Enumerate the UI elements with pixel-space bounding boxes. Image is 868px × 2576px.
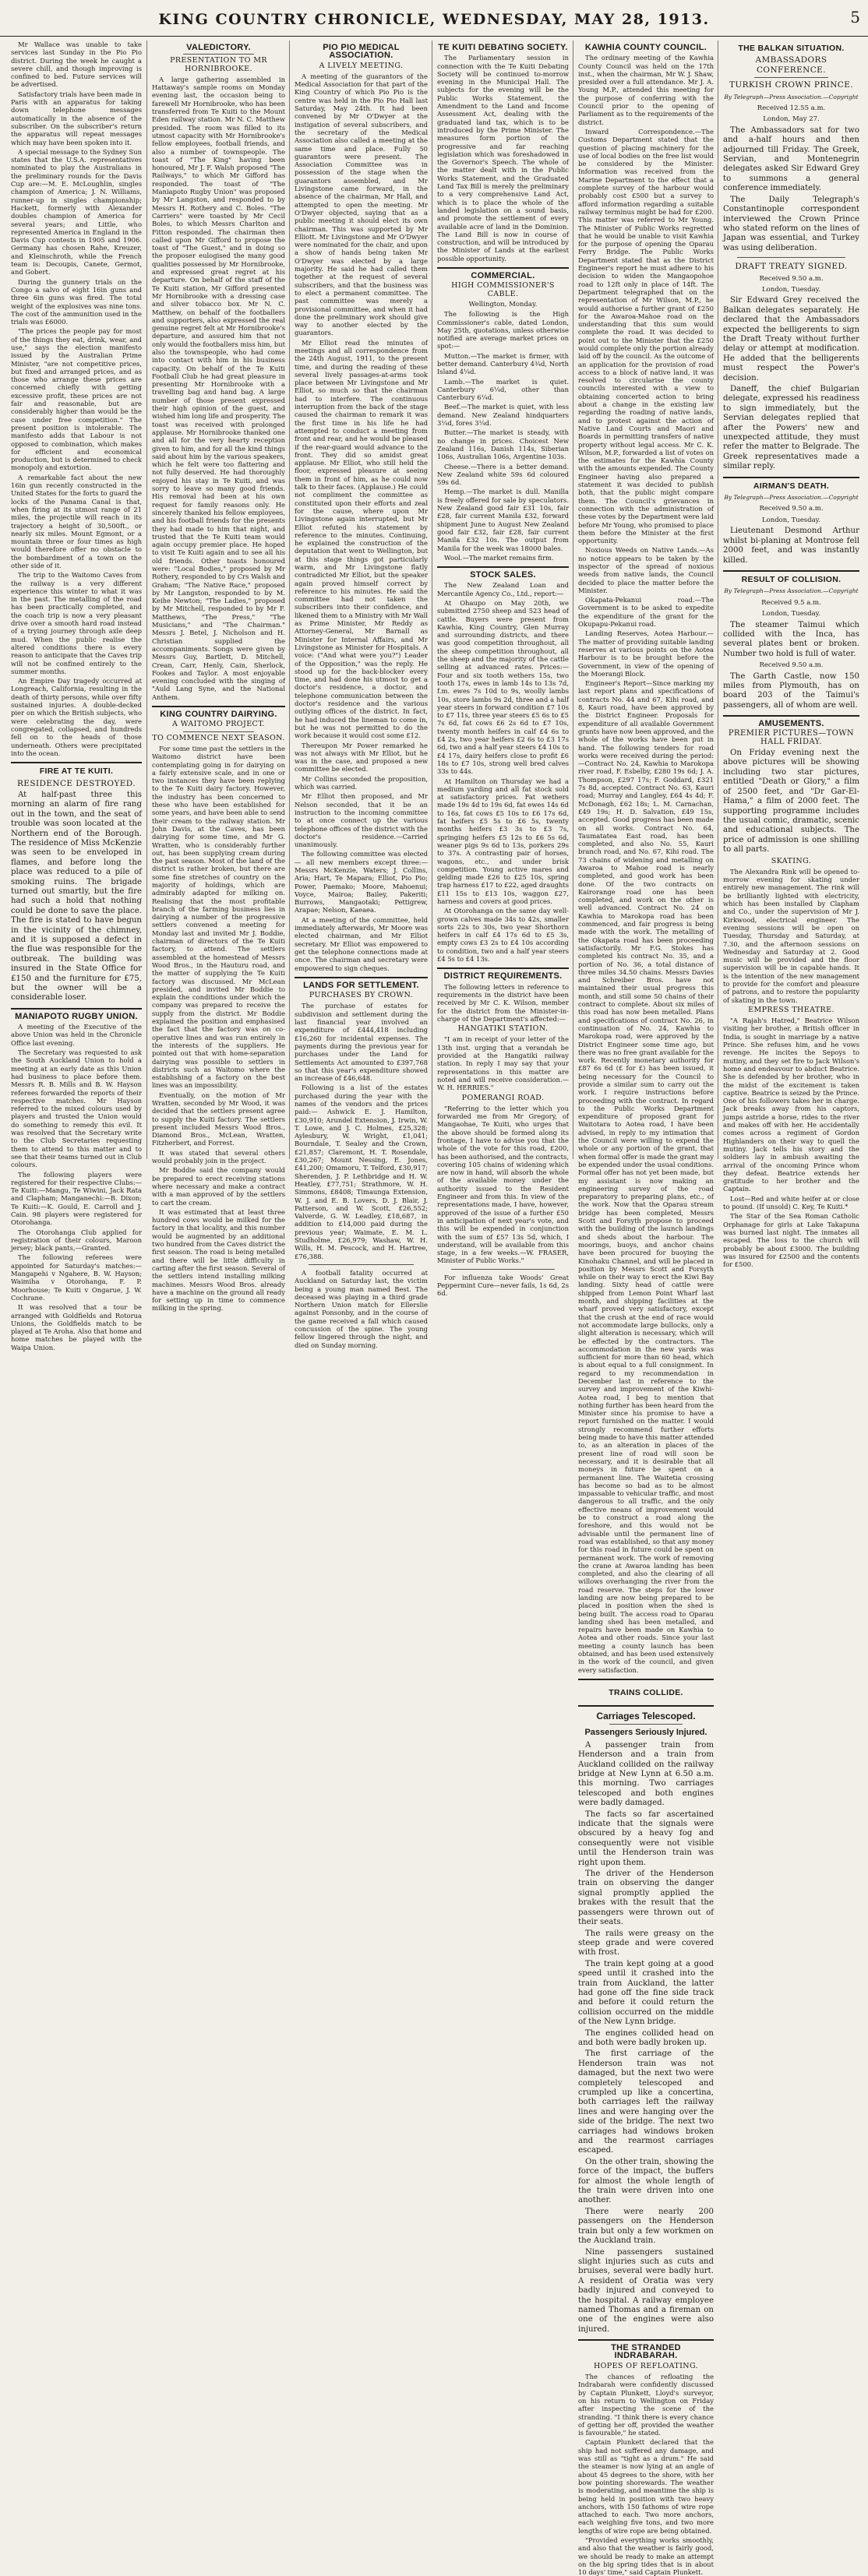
divider (723, 477, 859, 478)
divider (152, 706, 285, 707)
rule (183, 731, 254, 732)
paragraph: The Ambassadors sat for two and a-half hours and then adjourned till Friday. The Greek, Servian, and Montenegrin delegates asked Sir Edward Grey to summons a general conference immediately. (723, 125, 859, 193)
article-collision (723, 575, 859, 710)
paragraph: On Friday evening next the above pictures will be showing including two star pictures, entitled "Death or Glory," a film of 2500 feet, and "Dr Gar-El-Hama," a film of 2000 feet. The supporting programme includes the usual comic, dramatic, scenic and educational subjects. The price of admission is one shilling to all parts. (723, 749, 859, 855)
headline: COMMERCIAL. (471, 271, 535, 281)
divider (11, 762, 142, 763)
headline: TRAINS COLLIDE. (578, 1679, 714, 1707)
paragraph: The Parliamentary session in connection with the Te Kuiti Debating Society will be continued to-morrow evening in the Municipal Hall. The subjects for the evening will be the Public Works Statement, the Amendment to the Land and Income Assessment Act, dealing with the graduated land tax, which is to be introduced by the Prime Minister. The measures form portion of the progressive and far reaching legislation which was foreshadowed in the Governor's Speech. The whole of the matter dealt with in the Public Works Statement, and the Graduated Land Tax Bill is merely the preliminary to a very comprehensive Land Act, which is to place the whole of the landed legislation on a sound basis, and promote the settlement of every available acre of land in the Dominion. The Land Bill is now in course of construction, and will be introduced by the Minister of Lands at the earliest possible opportunity. (437, 54, 569, 263)
dateline: London, May 27. (763, 115, 820, 124)
paragraph: Landing Reserves, Aotea Harbour.—The matter of providing suitable landing reserves at various points on the Aotea Harbour is to be brought before the Government, in view of the opening of the Moerangi Block. (578, 629, 714, 678)
subheadline: PRESENTATION TO MR HORNIBROOKE. (170, 56, 267, 73)
paragraph: Lost—Red and white heifer at or close to pound. (If unsold) C. Key, Te Kuiti.* (723, 1194, 859, 1211)
subheadline: TO COMMENCE NEXT SEASON. (152, 733, 285, 742)
subheadline: PURCHASES BY CROWN. (309, 991, 414, 1000)
paragraph: The Daily Telegraph's Constantinople correspondent interviewed the Crown Prince who stated reform on the lines of Japan was essential, and Turkey was using deliberation. (723, 195, 859, 252)
divider (437, 267, 569, 269)
headline: THE BALKAN SITUATION. (738, 44, 845, 53)
subheadline: HIGH COMMISSIONER'S CABLE. (451, 281, 555, 298)
rule (451, 1269, 555, 1270)
received-time: Received 9.50 a.m. (759, 661, 824, 670)
paragraph: A special message to the Sydney Sun states that the U.S.A. representatives nominated to play the Australians in the preliminary rounds for the Davis Cup are:—M. E. McLoughlin, singles champion of America; J. N. Williams, runner-up in singles championship; Hackett, formerly with Alexander doubles champion of America for several years; and Little, who represented America in England in the Davis Cup contests in 1905 and 1906. Germany has chosen Rahe, Kreuzer, and Kleinschroth, while the French team is: Decoupis, Canete, Germot, and Gobert. (11, 147, 142, 277)
paragraph: Following is a list of the estates purchased during the year with the names of the vendors and the prices paid:— Ashwick E. J. Hamilton, £30,910; Arundel Extension, J. Irwin, W. T. Lowe, and J. C. Holmes, £25,328; Aylesbury, W. Wright, £1,041; Bourndale, T. Sealey and the Crown, £21,857; Claremont, H. T. Rosendale, £30,267; Mount Nessing, E. Jones, £41,200; Omamoru, T. Telford, £30,917; Sherenden, J. P. Lethbridge and H. W. Heatley, £77,751; Strathmore, W. H. Simmons, £8408; Timaunga Extension, W. J. and E. B. Lovers, D. J. Blair, J. Patterson, and W. Scott, £26,552; Valverde, G. W. Leadley, £18,687, in addition to £14,000 paid during the previous year; Waimate, E. M. L. Studholme, £26,979; Washaw, W. H. Wills, H. M. Pescock, and H. Hartree, £76,388. (295, 1084, 428, 1260)
paragraph: Engineer's Report—Since marking my last report plans and specifications of contracts No. 44 and 67, Kihi road, and 8, Kauri road, have been approved by the District Engineer. Proposals for expenditure of all available Government grants have now been approved, and the whole of the works have been put in hand. The following tenders for road works were received during the period:—Contract No. 24, Kawhia to Marokopa river road, F. Esbelby, £280 19s 6d; J. A. Thompson, £297 17s; F. Goddard, £321 7s 8d, accepted. Contract No. 63, Kauri road; Murray and Langley, £64 4s 4d; F. McDonagh, £62 18s; L. M. Carnachan, £49 19s; H. D. Salvation, £49 15s, accepted. Good progress has been made on all works. Contract No. 64, Taumatatea East road, has been completed, and also No. 55, Kauri branch road, and No. 67, Kihi road. The 73 chains of widening and metalling on Awaroa to Mahoe road is nearly completed, and good work has been done. Of the two contracts on Kairorange road one has been completed, and work on the other is well advanced. Contract No. 24 on Kawhia to Marokopa road has been commenced, and fair progress is being made with the work. The metalling of the Okapata road has been proceeding satisfactorily. Mr F.G. Stokes has completed his contract No. 35, and a portion of No. 36, a total distance of three miles 34.50 chains. Messrs Davies and Schreiber Bros. have not maintained their usual progress this month, and still some 50 chains of their contract to complete. About six miles of this road has now been metalled. Plans and specifications of contract No. 26, in continuation of No. 24, Kawhia to Marokopa road, were approved by the District Engineer some time ago, but there was no free grant available for the work. Recently monetary authority for £87 6s 6d (£ for £) has been issued, it being necessary for the Council to provide a similar sum to carry out the work. I require instructions before proceeding with the contract. In regard to the Public Works Department expenditure of proposed grant for Waitotara to Aotea road, I have been advised, in reply to my intimation that the Council were willing to expend the whole or any portion of the grant, that when formal offer is made the grant may be expended under the usual conditions. Formal offer has not yet been made, but my assistant is now making an engineering survey of the road preparatory to preparing plans, etc., of the work. Now that the Oparau stream bridge has been completed, Messrs Scott and Forsyth propose to proceed with the building of the launch landings and sheds about the harbour. The moorings, buoys, and anchor chains have been procured for buoying the Kinohaku Channel, and will be placed in position by Messrs Scott and Forsyth while on their way to erect the Kiwi Bay landing. Sixty head of cattle were shipped from Lemon Point Wharf last month, and shipping facilities at the wharf proved very satisfactory, except that the crush at the end of race would not accommodate large bullocks, only a slight alteration is necessary, which will be effected by the contractors. The accommodation in the new yards was sufficient for more than 60 head, which is about equal to a full consignment. In regard to my recommendation in December last in reference to the survey and improvement of the Kiwhi-Aotea road, I beg to mention that nothing further has been heard from the Minister since his promise to have a report furnished on the matter. I would strongly recommend further efforts being made to have this matter attended to, as an alteration in places of the present line of road will soon be necessary, and it is desirable that all moneys in future be spent on a permanent line. The Waitetia crossing has become so bad as to be almost impassable to vehicular traffic, and most dangerous to all traffic, and the only effective means of improvement would be to construct a road along the foreshore, and this would not be advisable until the permanent line of road was established, so that any money for this road in future could be spent on permanent work. The work of removing the crane at Awaroa landing has been completed, and also the clearing of all willows overhanging the river from the road reserve. The steps for the lower landing are now being prepared to be placed in position when the shed is being built. The access road to Oparau landing shed has been metalled, and repairs have been made on Kawhia to Aotea and other roads. Since your last meeting a county launch has been obtained, and has been used extensively in the work of the council, and given every satisfaction. (578, 679, 714, 1674)
columns (6, 41, 863, 2576)
subheadline: A LIVELY MEETING. (319, 61, 404, 70)
paragraph: Mr Elliot read the minutes of meetings and all correspondence from the 24th August, 1911, to the present time, and during the reading of these several lively passages-at-arms took place between Mr Livingstone and Mr Elliot, so much so that the chairman had to interfere. The continuous interruption from the back of the stage caused the chairman to remark it was the first time in his life he had attempted to conduct a meeting from front and rear, and he would be pleased if the rear-guard would advance to the front. They did so amidst great applause. Mr Elliot, who still held the floor, expressed pleasure at seeing them in front of him, as he could now talk to their faces. (Applause.) He could not compliment the committee as constituted upon their efforts and zeal for the cause, where upon Mr Livingstone again interrupted, but Mr Elliot refuted his statement by reference to the minutes. Continuing, he explained the construction of the deputation that went to Wellington, but at this stage things got particularly warm, and Mr Livingstone flatly contradicted Mr Elliot, but the speaker again proved himself correct by reference to his minutes. He said the committee had not taken the subscribers into their confidence, and likened them to a Ministry with Mr Wall as Prime Minister, Mr Reddy as Attorney-General, Mr Barnall as Minister for Internal Affairs, and Mr Livingstone as Minister for Hospitals. A voice: ("And what were you?") Leader of the Opposition," was the reply. He stood up for the back-blocker every time, and had done his utmost to get a doctor's residence, a doctor, and telephone communication between the doctor's residence and the various outlying offices of the district. In fact, he had induced the lineman to come in, but he was not permitted to do the work because it would cost some £12. (295, 338, 428, 740)
paragraph: Inward Correspondence.—The Customs Department stated that the question of placing machinery for the use of local bodies on the free list would be considered by the Minister. Information was received from the Marine Department to the effect that a complete survey of the harbour would probably cost £500 but a survey to afford information regarding a suitable railway terminus might be had for £200. This matter was referred to Mr Young. The Minister of Public Works regretted that he would be unable to visit Kawhia for the purpose of opening the Oparau Ferry Bridge. The Public Works Department stated that as the District Engineer's report he must adhere to his decision to widen the Mangaopohoe road to 12ft only in place of 14ft. The Department telegraphed that on the representation of Mr Wilson, M.P., he would authorise a further grant of £250 for the Awaroa-Mahoe road on the understanding that this sum would complete the road. It was decided to point out to the Minister that the £250 would complete only the portion already laid off by the council. As the outcome of an application for the provision of road access to a block of native land, it was resolved to circularise the county councils interested with a view to obtaining concerted action to bring about a change in the existing law regarding the roading of native lands, and to protest against the action of Native Land Courts and Maori and Boards in permitting transfers of native property without legal access. Mr C. K. Wilson, M.P., forwarded a list of votes on the estimates for the Kawhia County with the amounts expended. The County Engineer having also prepared a statement it was decided to publish both, that the public might compare them. The Council's grievances in connection with the administration of these votes by the Department were laid before Mr Young, who promised to place them before the Minister at the first opportunity. (578, 127, 714, 545)
paragraph: During the gunnery trials on the Congo a salvo of eight 16in guns and three 6in guns was fired. The total weight of the explosives was nine tons. The cost of the ammunition used in the trials was £6000. (11, 277, 142, 326)
paragraph: The Star of the Sea Roman Catholic Orphanage for girls at Lake Takapuna was burned last night. The inmates all escaped. The loss to the church will probably be about £3000. The building was insured for £2500 and the contents for £500. (723, 1212, 859, 1269)
subheadline: HOPES OF REFLOATING. (593, 2361, 699, 2370)
received-time: Received 12.55 a.m. (757, 104, 826, 113)
article-rugby (11, 1013, 142, 1351)
paragraph: Okapata-Pekanui road.—The Government is to be asked to expedite the expenditure of the grant for the Okupapu-Pekanui road. (578, 596, 714, 629)
paragraph: Daneff, the chief Bulgarian delegate, expressed his readiness to sign immediately, but the Servian delegates replied that after the Powers' new and unexpected attitude, they must refer the matter to Belgrade. The Greek representatives made a similar reply. (723, 385, 859, 471)
paragraph: It was estimated that at least three hundred cows would be milked for the factory in that locality, and this number would be augmented by an additional two hundred from the Caves district the first season. The road is being metalled and there will be little difficulty in carting after the first season. Several of the settlers intend installing milking machines. Messrs Wood Bros. already have a machine on the ground all ready for setting up in time to commence milking in the spring. (152, 1207, 285, 1313)
article-stock-sales (437, 571, 569, 963)
dateline: London, Tuesday. (761, 516, 821, 524)
headline: RESULT OF COLLISION. (741, 574, 842, 584)
paragraph: At Hamilton on Thursday we had a medium yarding and all fat stock sold at satisfactory prices. Fat wethers made 19s 4d to 19s 6d, fat ewes 14s 6d to 16s, fat cows £5 10s to £6 17s 6d, fat heifers £5 5s to £6 5s, twenty months heifers £3 3s to £3 7s, springing heifers £5 12s to £6 5s 6d, weaner pigs 9s 6d to 13s, porkers 29s to 37s. A contrasting pair of horses, wagons, etc., and under brisk competition. Young active mares and gelding made £26 to £25 10s, spring trap harness £17 to £22, aged draughts £11 15s to £13 10s, waggon £27, harness and covers at good prices. (437, 777, 569, 905)
subheadline: Carriages Telescoped. (596, 1710, 696, 1721)
headline: MANIAPOTO RUGBY UNION. (15, 1011, 138, 1021)
subheadline: HANGATIKI STATION. (457, 1024, 549, 1034)
subheadline: TURKISH CROWN PRINCE. (729, 80, 854, 90)
paragraph: Beef.—The market is quiet, with less demand. New Zealand hindquarters 3¼d, fores 3¼d. (437, 403, 569, 428)
article-fire (11, 766, 142, 1003)
paragraph: Wool.—The market remains firm. (444, 553, 554, 562)
paragraph: The facts so far ascertained indicate that the signals were obscured by a heavy fog and consequently were not visible until the Henderson train was right upon them. (578, 1810, 714, 1867)
article-lands (295, 981, 428, 1260)
paragraph: A meeting of the guarantors of the Medical Association for that part of the King Country of which Pio Pio is the centre was held in the Pio Pio Hall last Saturday, May 24th. It had been convened by Mr O'Dwyer at the instigation of several subscribers, and the secretary of the Medical Association also called a meeting at the same time and place. Fully 50 guarantors were present. The Association Committee was in possession of the stage when the guarantors assembled, and Mr Livingstone came forward, in the absence of the chairman, Mr Hall, and attempted to open the meeting. Mr O'Dwyer objected, saying that as a public meeting it should elect its own chairman. This was supported by Mr Elliott. Mr Livingstone and Mr O'Dwyer were nominated for the chair, and upon a show of hands being taken Mr O'Dwyer was elected by a large majority. He said he had called them together at the request of several subscribers, and that the business was to elect a permanent committee. The past committee was merely a provisional committee, and when it had done the preliminary work should give way to another elected by the guarantors. (295, 72, 428, 337)
subheadline: AMBASSADORS CONFERENCE. (755, 55, 827, 75)
headline: FIRE AT TE KUITI. (39, 766, 114, 777)
paragraph: A large gathering assembled in Hattaway's sample rooms on Monday evening last, the occasion being to farewell Mr Hornibrooke, who has been transferred from Te Kuiti to the Mount Eden railway station. Mr N. C. Matthew presided. The room was filled to its utmost capacity with Mr Hornibrooke's fellow employees, football friends, and also a number of townspeople. The toast of "The King" having been honoured, Mr J. F. Walsh proposed "The Railways," to which Mr Gifford has responded. The toast of "The Maniapoto Rugby Union" was proposed by Mr Langston, and responded to by Messrs H. Rothery and C. Boles. "The Carriers" were toasted by Mr Cecil Boles, to which Messrs Charlton and Fitton responded. The chairman then called upon Mr Gifford to propose the toast of "The Guest," and in doing so the proposer eulogised the many good qualities possessed by Mr Hornibrooke, and expressed great regret at his departure. On behalf of the staff of the Te Kuiti station, Mr Gifford presented Mr Hornibrooke with a dressing case and silver tobacco box. Mr N. C. Matthew, on behalf of the footballers and supporters, also expressed the real genuine regret felt at Mr Hornibrooke's departure, and assured him that not only would the footballers miss him, but also the townspeople, who had come into contact with him in his business capacity. On behalf of the Te Kuiti Football Club he had great pleasure in presenting Mr Hornibrooke with a travelling bag and hand bag. A large number of those present expressed their high opinion of the guest, and wished him long life and prosperity. The toast was received with prolonged applause. Mr Hornibrooke thanked one and all for the very hearty reception given to him, and for all the kind things said about him by the various speakers, which he felt were too flattering and not fully deserved. He had thoroughly enjoyed his stay in Te Kuiti, and was sorry to leave so many good friends. His removal had been at his own request for family reasons only. He sincerely thanked his fellow employees, and his football friends for the presents they had made to him that night, and trusted that the Te Kuiti team would again occupy premier place. He hoped to visit Te Kuiti again and to see all his old friends. Other toasts honoured were: "Local Bodies," proposed by Mr Rothery, responded to by Crs Walsh and Graham; "The Native Race," proposed by Mr Langston, responded to by M. Keihe Newton; "The Ladies," proposed by Mr Mitchell, responded to by Mr F. Matthews, "The Press," "The Musicians," and "The Chairman." Messrs J. Betel, J. Nicholson and H. Christian supplied the accompaniments. Songs were given by Messrs Guy, Bartlett, D. Mitchell, Crean, Carr, Henly, Cain, Sherlock, Fookes and Taylor. A most enjoyable evening concluded with the singing of "Auld Lang Syne, and the National Anthem. (152, 75, 285, 701)
article-airman (723, 481, 859, 566)
page-number: 5 (850, 8, 860, 26)
paragraph: Butter.—The market is steady, with no change in prices. Choicest New Zealand 116s, Danish 114s, Siberian 106s, Australian 106s, Argentine 103s. (437, 428, 569, 461)
headline: AMUSEMENTS. (758, 719, 824, 729)
paragraph: The Otorohanga Club applied for registration of their colours, Maroon jersey; black pants,—Granted. (11, 1228, 142, 1253)
headline: VALEDICTORY. (186, 43, 251, 52)
paragraph: The trip to the Waitomo Caves from the railway is a very different experience this winter to what it was in the past. The metalling of the road has been practically completed, and the coach trip is now a very pleasant drive over a smooth hard road instead of a trying journey through axle deep mud. When the public realise the altered conditions there is every reason to anticipate that the Caves trip will not be confined entirely to the summer months. (11, 571, 142, 675)
subheadline: DRAFT TREATY SIGNED. (735, 262, 848, 272)
dateline: Wellington, Monday. (468, 300, 538, 308)
divider (578, 2339, 714, 2341)
byline: By Telegraph—Press Association.—Copyright (724, 587, 859, 595)
paragraph: At Otorohanga on the same day well-grown calves made 34s to 42s, smaller sorts 22s to 30s, two year Shorthorn heifers in calf £4 17s 6d to £5 3s, empty cows £3 2s to £4 10s according to condition, two and a half year steers £4 5s to £4 13s. (437, 907, 569, 964)
paragraph: Mr Wallace was unable to take services last Sunday in the Pio Pio district. During the week he caught a severe chill, and though improving is confined to bed. Future services will be advertised. (11, 41, 142, 89)
rule (309, 1264, 414, 1265)
paragraph: A meeting of the Executive of the above Union was held in the Chronicle Office last evening. (11, 1023, 142, 1047)
article-trains (578, 1679, 714, 2335)
headline: STOCK SALES. (470, 570, 536, 580)
paragraph: Satisfactory trials have been made in Paris with an apparatus for taking down telephone messages automatically in the absence of the subscriber. On the subscriber's return the apparatus will repeat messages which may have been spoken into it. (11, 90, 142, 146)
article-dairying (152, 710, 285, 1313)
paragraph: The chances of refloating the Indrabarah were confidently discussed by Captain Plunkett, Lloyd's surveyor, on his return to Wellington on Friday after inspecting the scene of the stranding. "I think there is every chance of getting her off, provided the weather is favourable," he stated. (578, 2373, 714, 2437)
subheadline: EMPRESS THEATRE. (748, 1005, 834, 1014)
article-amusements (723, 720, 859, 1268)
paragraph: "Provided everything works smoothly, and also that the weather is fairly good, we should be ready to make an attempt on the big spring tides that is in about 10 days' time," said Captain Plunkett. (578, 2535, 714, 2576)
article-debating (437, 44, 569, 263)
divider (437, 566, 569, 568)
paragraph: Mr Elliot then proposed, and Mr Nelson seconded, that it be an instruction to the incoming committee to at once connect up the various telephone offices of the district with the doctor's residence.—Carried unanimously. (295, 792, 428, 849)
article-balkan (723, 44, 859, 472)
headline: DISTRICT REQUIREMENTS. (443, 971, 563, 981)
paragraph: Nine passengers sustained slight injuries such as cuts and bruises, several were badly hurt. A resident of Oratia was very badly injured and conveyed to the hospital. A railway employee named Thomas and a fireman on one of the engines were also injured. (578, 2247, 714, 2334)
rule (754, 77, 828, 78)
column-1 (6, 41, 146, 1351)
paragraph: The purchase of estates for subdivision and settlement during the last financial year involved an expenditure of £444,418 including £16,260 for incidental expenses. The payments during the previous year for purchases under the Land for Settlements Act amounted to £397,768 so that this year's expenditure showed an increase of £46,648. (295, 1002, 428, 1083)
divider (295, 977, 428, 978)
paragraph: "A Rajah's Hatred," Beatrice Wilson visiting her brother, a British officer in India, is sought in marriage by a native Prince. She refuses him, and he vows revenge. He incites the Sepoys to mutiny, and they set fire to Jack Wilson's home and endeavour to abduct Beatrice. She is defended by her brother, who in the midst of the excitement is taken captive. Beatrice is seized by the Prince. One of his followers takes her in charge. Jack breaks away from his captors, jumps astride a horse, rides to the river and makes off with her. He accidentally comes across a regiment of Gordon Highlanders on their way to quell the mutiny. Jack tells his story and the soldiers lay in ambush awaiting the arrival of the oncoming Prince whom they defeat. Beatrice extends her gratitude to her brother and the Captain. (723, 1017, 859, 1193)
paragraph: Captain Plunkett declared that the ship had not suffered any damage, and was still as "tight as a drum." He said the steamer is now lying at an angle of about 45 degrees to the shore, with her bow pointing shorewards. The weather is moderating, and meantime the ship is being held in position with two heavy anchors, with 150 fathoms of wire rope attached to each. Two more anchors, each weighing five tons, and two more lengths of wire rope are being obtained. (578, 2438, 714, 2535)
paragraph: The Alexandra Rink will be opened to-morrow evening for skating under entirely new management. The rink will be brilliantly lighted with electricity, which has been installed by Clapham and Co., under the supervision of Mr J. Kirkwood, electrical engineer. The evening sessions will be open on Tuesday, Thursday and Saturday, at 7.30, and the afternoon sessions on Wednesday and Saturday at 2. Good music will be provided and the floor supervision will be in capable hands. It is the intention of the new management to provide for the comfort and pleasure of patrons, and to restore the popularity of skating in the town. (723, 867, 859, 1004)
paragraph: The following committee was elected — all new members except three:—Messrs McKenzie, Waters; J. Collins, Aria; Hart, Te Mapara; Elliot, Pio Pio; Power, Paemako; Moore, Mahoenui; Voyce, Mairoa; Bailey, Pakeriti; Burrows, Mangaotaki; Pettigrew, Arapae; Nelson, Kaeaea. (295, 850, 428, 914)
paragraph: Lieutenant Desmond Arthur whilst bi-planing at Montrose fell 2000 feet, and was instantly killed. (723, 527, 859, 565)
paragraph: At a meeting of the committee, held immediately afterwards, Mr Moore was elected chairman, and Mr Elliot secretary. Mr Elliot was empowered to get the telephone connections made at once. The chairman and secretary were empowered to sign cheques. (295, 915, 428, 972)
subheadline: Passengers Seriously Injured. (584, 1728, 707, 1738)
article-district (437, 972, 569, 1264)
paragraph: The engines collided head on and both were badly broken up. (578, 2028, 714, 2047)
column-2 (146, 41, 290, 1313)
article-valedictory (152, 44, 285, 701)
paragraph: Noxious Weeds on Native Lands.—As no notice appears to be taken by the inspector of the spread of noxious weeds from native lands, the Council decided to place the matter before the Minister. (578, 546, 714, 594)
dateline: London, Tuesday. (761, 285, 821, 294)
received-time: Received 9.50 a.m. (759, 274, 824, 283)
column-5 (573, 41, 718, 2576)
paragraph: The rails were greasy on the steep grade and were covered with frost. (578, 1929, 714, 1958)
headline: KAWHIA COUNTY COUNCIL. (584, 43, 707, 52)
paragraph: A football fatality occurred at Auckland on Saturday last, the victim being a young man named Best. The deceased was playing in a third grade Northern Union match for Ellerslie against Ponsonby, and in the course of the game received a fall which caused concussion of the spine. The young fellow lingered through the night, and died on Sunday morning. (295, 1268, 428, 1349)
paragraph: Thereupon Mr Power remarked he was not always with Mr Elliot, but he was in the case, and proposed a new committee be elected. (295, 741, 428, 774)
paragraph: The ordinary meeting of the Kawhia County Council was held on the 17th inst., when the chairman, Mr W. J. Shaw, presided over a full attendance. Mr J. A. Young M.P., attended this meeting for the purpose of conferring with the Council prior to the opening of Parliament as to the requirements of the district. (578, 54, 714, 126)
paragraph: "Referring to the letter which you forwarded me from Mr Gregory, of Mangaohae, Te Kuiti, who urges that the above should be formed along its frontage, I have to advise you that the whole of the vote for this road, £200, has been authorised, and the contracts, covering 105 chains of widening which are now in hand, will absorb the whole of the available money under the authority issued to the Resident Engineer and from this. In view of the representations made, I have, however, approved of the issue of a further £50 in anticipation of next year's vote, and this will be expended in conjunction with the sum of £57 13s 5d, which, I understand, will be available from this stage, in a few weeks.—W. FRASER, Minister of Public Works." (437, 1104, 569, 1265)
paragraph: Lamb.—The market is quiet. Canterbury 6¼d, other than Canterbury 6¼d. (437, 377, 569, 402)
paragraph: Eventually, on the motion of Mr Wratten, seconded by Mr Wood, it was decided that the settlers present agree to supply the Kuiti factory. The settlers present included Messrs Wood Bros., Diamond Bros., McLean, Wratten, Fitzherbert, and Forrest. (152, 1091, 285, 1147)
paragraph: At half-past three this morning an alarm of fire rang out in the town, and the seat of trouble was soon located at the Northern end of the Borough. The residence of Miss McKenzie was seen to be enveloped in flames, and before long the place was reduced to a pile of smoking ruins. The brigade turned out smartly, but the fire had such a hold that nothing could be done to save the place. The fire is stated to have begun in the vicinity of the chimney, and it is supposed a defect in the flue was responsible for the outbreak. The building was insured in the State Office for £150 and the furniture for £75, but the owner will be a considerable loser. (11, 790, 142, 1003)
masthead (0, 0, 868, 37)
paragraph: Cheese.—There is a better demand. New Zealand white 59s 6d coloured 59s 6d. (437, 462, 569, 487)
column-3 (289, 41, 432, 1349)
headline: KING COUNTRY DAIRYING. (160, 710, 277, 720)
paragraph: A remarkable fact about the new 16in gun recently constructed in the United States for the forts to guard the locks of the Panama Canal is that, when firing at its utmost range of 21 miles, the projectile will reach in its trajectory a height of 30,500ft., or nearly six miles. Mount Egmont, or a mountain three or four times as high would therefore offer no obstacle to the bombardment of a town on the other side of it. (11, 473, 142, 569)
paragraph: Sir Edward Grey received the Balkan delegates separately. He declared that the Ambassadors expected the belligerents to sign the Draft Treaty without further delay or attempt at modification. He added that the belligerents must respect the Power's decision. (723, 296, 859, 382)
divider (437, 967, 569, 969)
headline: TE KUITI DEBATING SOCIETY. (438, 43, 568, 52)
article-piopio (295, 44, 428, 972)
paragraph: The first carriage of the Henderson train was not damaged, but the next two were completely telescoped and crumpled up like a concertina, both carriages left the railway lines and were hanging over the side of the bridge. The next two carriages had windows broken and the rearmost carriages escaped. (578, 2049, 714, 2155)
paragraph: There were nearly 200 passengers on the Henderson train but only a few workmen on the Auckland train. (578, 2207, 714, 2246)
subheadline: POMERANGI ROAD. (461, 1093, 545, 1102)
paragraph: The train kept going at a good speed until it crashed into the train from Auckland, the latter had gone off the fine side track and before it could return the collision occurred on the middle of the New Lynn bridge. (578, 1959, 714, 2027)
paragraph: "I am in receipt of your letter of the 13th inst. urging that a verandah be provided at the Hangatiki railway station. In reply I may say that your representations in this matter are noted and will receive consideration.—W. H. HERRIES." (437, 1035, 569, 1092)
column-4 (432, 41, 573, 1298)
paragraph: The steamer Taimui which collided with the Inca, has several plates bent or broken. Number two hold is full of water. (723, 620, 859, 658)
paragraph: At Ohaupo on May 20th, we submitted 2750 sheep and 523 head of cattle. Buyers were present from Kawhia, King Country, Glen Murray and surrounding districts, and there was good competition throughout, all the sheep competition throughout, all the sheep and the majority of the cattle selling at advanced rates. Prices:—Four and six tooth wethers 15s, two tooth 17s, ewes in lamb 14s to 13s 7d, f.m. ewes 7s 10d to 9s, woolly lambs 10s, store lambs 9s 2d, three and a half year steers in forward condition £7 10s to £7 11s, three year steers £5 6s to £5 7s 6d, fat cows £6 2s 6d to £7 10s, twenty month heifers in calf £4 6s to £4 2s, two year heifers £2 6s to £3 17s 6d, two and a half year steers £4 10s to £4 17s, dairy heifers close to profit £6 18s to £7 10s, strong well bred calves 33s to 44s. (437, 599, 569, 776)
paragraph: The following referees were appointed for Saturday's matches:—Mangapehi v Ngahere, B. W. Hayson; Waimiha v Otorohanga, F. P. Moorhouse; Te Kuiti v Ongarue, J. W. Cochrane. (11, 1253, 142, 1302)
dateline: London, Tuesday. (761, 610, 821, 618)
paragraph: It was resolved that a tour be arranged with Goldfields and Rotorua Unions, the Goldfields match to be played at Te Aroha. Also that home and home matches be played with the Waipa Union. (11, 1303, 142, 1351)
rule (609, 1724, 683, 1725)
paragraph: The driver of the Henderson train on observing the danger signal promptly applied the brakes with the result that the passengers were thrown out of their seats. (578, 1869, 714, 1927)
paragraph: The New Zealand Loan and Mercantile Agency Co., Ltd., report:— (437, 581, 569, 597)
received-time: Received 9.50 a.m. (759, 505, 824, 513)
headline: AIRMAN'S DEATH. (753, 481, 830, 491)
article-indrabarah (578, 2344, 714, 2576)
received-time: Received 9.5 a.m. (761, 598, 821, 607)
paragraph: "The prices the people pay for most of the things they eat, drink, wear, and use," says the election manifesto issued by the Australian Prime Minister, "are not competitive prices, but fixed and arranged prices, and as those who arrange these prices are concerned chiefly with getting excessive profit, these prices are not fair and reasonable, but are considerably higher than would be the case under free competition." The present position is intolerable. The manifesto adds that Labour is not opposed to combination, which makes for efficient and economical production, but is determined to check monopoly and extortion. (11, 327, 142, 472)
paragraph: Mr Collins seconded the proposition, which was carried. (295, 774, 428, 791)
paragraph: An Empire Day tragedy occurred at Longreach, California, resulting in the death of thirty persons, while over fifty sustained injuries. A double-decked pier on which the British subjects, who were celebrating the day, were congregated, collapsed, and hundreds fell on to the heads of those underneath. Others were precipitated into the ocean. (11, 677, 142, 757)
headline: LANDS FOR SETTLEMENT. (303, 980, 419, 990)
paragraph: The following is the High Commissioner's cable, dated London, May 25th, quotations, unless otherwise notified are average market prices on spot:— (437, 310, 569, 351)
subheadline: A WAITOMO PROJECT. (172, 720, 265, 729)
subheadline: RESIDENCE DESTROYED. (17, 778, 136, 788)
divider (11, 1008, 142, 1010)
paragraph: A passenger train from Henderson and a train from Auckland collided on the railway bridge at New Lynn at 6.50 a.m. this morning. Two carriages telescoped and both engines were badly damaged. (578, 1740, 714, 1808)
paragraph: The following players were registered for their respective Clubs:—Te Kuiti:—Mangu, Te Wiwini, Jack Rata and Clapham; Manganechi:—B. Dixon; Te Kuiti:—K. Gould, E. Carroll and J. Cain. 98 players were registered for Otorohanga. (11, 1170, 142, 1227)
paragraph: For some time past the settlers in the Waitomo district have been contemplating going in for dairying on a fairly extensive scale, and in one or two instances they have been replying to the Te Kuiti dairy factory. However, the industry has been concerned to these who have been established for some years, and have been able to send their cream to the railway station. Mr John Davis, at the Caves, has been dairying for some time, and Mr G. Wratten, who is considerably further out, has been supplying cream during the past season. Most of the land of the district is rather broken, but there are some fine stretches of country on the majority of holdings, which are admirably adapted for milking on. Realising that the most profitable branch of the farming business lies in dairying a number of the progressive settlers convened a meeting for Monday last and invited Mr J. Boddie, chairman of directors of the Te Kuiti factory, to attend. The settlers assembled at the homestead of Messrs Wood Bros., in the Hauturu road, and the matter of supplying the Te Kuiti factory was discussed. Mr McLean presided, and invited Mr Boddie to explain the conditions under which the company was prepared to receive the supply from the district. Mr Boddie explained the position and emphasised the fact that the factory was on co-operative lines and was run entirely in the interests of the suppliers. He pointed out that with home-separation dairying was possible to settlers in districts such as Waitomo where the establishing of a factory on the best lines was an impossibility. (152, 744, 285, 1090)
masthead-title: KING COUNTRY CHRONICLE, WEDNESDAY, MAY 28, 1913. (158, 11, 710, 28)
paragraph: On the other train, showing the force of the impact, the buffers for almost the whole length of the train were driven into one another. (578, 2157, 714, 2205)
paragraph: The following letters in reference to requirements in the district have been received by Mr C. K. Wilson, member for the district from the Minister-in-charge of the Department's affected:— (437, 982, 569, 1023)
rule (737, 257, 845, 258)
paragraph: For influenza take Woods' Great Peppermint Cure—never fails, 1s 6d, 2s 6d. (437, 1273, 569, 1298)
paragraph: Mr Boddie said the company would be prepared to erect receiving stations where necessary and make a contract with a man approved of by the settlers to cart the cream. (152, 1166, 285, 1207)
subheadline: PREMIER PICTURES—TOWN HALL FRIDAY. (728, 729, 855, 746)
rule (183, 54, 254, 55)
article-commercial (437, 272, 569, 562)
byline: By Telegraph—Press Association.—Copyright (724, 494, 859, 502)
paragraph: The Secretary was requested to ask the South Auckland Union to hold a meeting at an early date as this Union had business to place before them. Messrs R. B. Mills and B. W. Hayson referees forwarded the reports of their respective matches. Mr Hayson referred to the mixed colours used by players and trusted the Union would do something to remedy this evil. It was resolved that the Secretary write to the Club Secretaries requesting them to attend to this matter and to see that their teams turned out in Club colours. (11, 1048, 142, 1169)
paragraph: Hemp.—The market is dull. Manilla is freely offered for sale by speculators. New Zealand good fair £31 10s, fair £28, fair current Manila £32, forward shipment June to August New Zealand good fair £32, fair £28, fair current Manila £32 10s. The output from Manila for the week was 18000 bales. (437, 488, 569, 552)
divider (723, 715, 859, 717)
column-6 (718, 41, 864, 1269)
article-kawhia (578, 44, 714, 1674)
paragraph: The Garth Castle, now 150 miles from Plymouth, has on board 203 of the Taimui's passengers, all of whom are well. (723, 671, 859, 710)
headline: THE STRANDED INDRABARAH. (611, 2343, 681, 2361)
divider (723, 570, 859, 572)
paragraph: It was stated that several others would probably join in the project. (152, 1148, 285, 1165)
subheadline: SKATING. (771, 856, 812, 865)
byline: By Telegraph—Press Association.—Copyright (724, 93, 859, 100)
headline: PIO PIO MEDICAL ASSOCIATION. (323, 43, 400, 61)
paragraph: Mutton.—The market is firmer, with better demand. Canterbury 4¾d, North Island 4¼d. (437, 351, 569, 376)
